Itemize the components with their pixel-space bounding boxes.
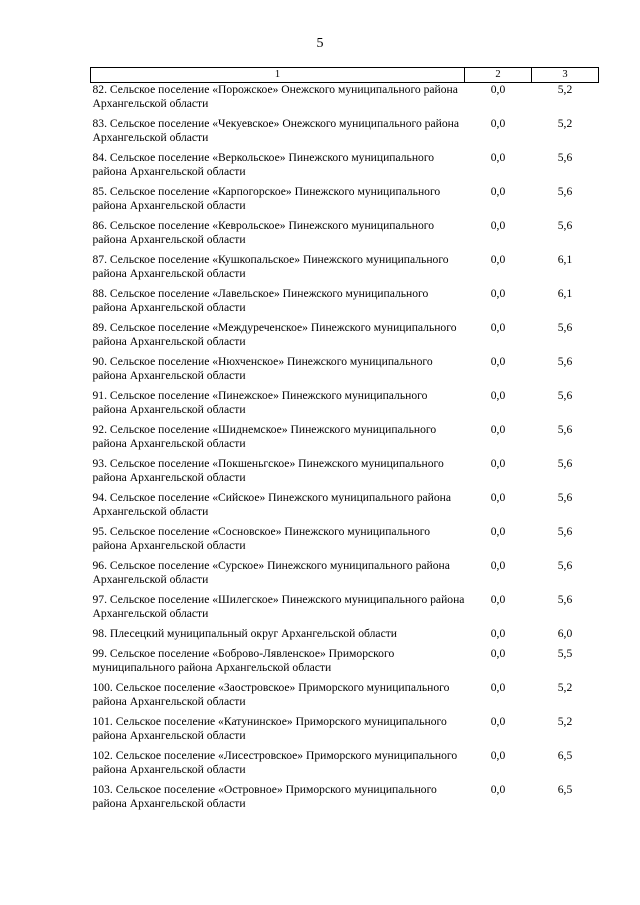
value-col2-cell: 0,0 xyxy=(490,253,506,266)
column-header-3: 3 xyxy=(532,68,599,83)
settlement-name-cell: 93. Сельское поселение «Покшеньгское» Пинежского муниципального района Архангельской области xyxy=(92,457,444,484)
value-col3-cell: 6,1 xyxy=(557,253,573,266)
settlement-name-cell: 84. Сельское поселение «Веркольское» Пинежского муниципального района Архангельской области xyxy=(92,151,435,178)
settlement-name-cell: 82. Сельское поселение «Порожское» Онежского муниципального района Архангельской области xyxy=(92,83,458,110)
column-header-1: 1 xyxy=(91,68,465,83)
settlement-name-cell: 98. Плесецкий муниципальный округ Архангельской области xyxy=(92,627,397,640)
value-col3-cell: 5,6 xyxy=(557,151,573,164)
settlement-name-cell: 91. Сельское поселение «Пинежское» Пинежского муниципального района Архангельской области xyxy=(92,389,428,416)
table-row xyxy=(91,457,599,491)
table-row xyxy=(91,627,599,647)
table-row xyxy=(91,525,599,559)
value-col2-cell: 0,0 xyxy=(490,559,506,572)
table-row xyxy=(91,389,599,423)
settlement-name-cell: 89. Сельское поселение «Междуреченское» Пинежского муниципального района Архангельской области xyxy=(92,321,457,348)
settlement-name-cell: 86. Сельское поселение «Кеврольское» Пинежского муниципального района Архангельской области xyxy=(92,219,435,246)
settlement-name-cell: 83. Сельское поселение «Чекуевское» Онежского муниципального района Архангельской области xyxy=(92,117,459,144)
value-col2-cell: 0,0 xyxy=(490,83,506,96)
value-col2-cell: 0,0 xyxy=(490,647,506,660)
settlement-name-cell: 88. Сельское поселение «Лавельское» Пинежского муниципального района Архангельской области xyxy=(92,287,429,314)
table-row xyxy=(91,423,599,457)
value-col3-cell: 5,6 xyxy=(557,219,573,232)
value-col2-cell: 0,0 xyxy=(490,715,506,728)
table-row xyxy=(91,253,599,287)
value-col2-cell: 0,0 xyxy=(490,151,506,164)
table-row xyxy=(91,559,599,593)
value-col3-cell: 5,6 xyxy=(557,185,573,198)
table-row xyxy=(91,593,599,627)
table-row xyxy=(91,117,599,151)
settlement-name-cell: 103. Сельское поселение «Островное» Приморского муниципального района Архангельской области xyxy=(92,783,437,810)
table-header-row xyxy=(91,68,599,83)
data-table xyxy=(90,67,599,817)
value-col2-cell: 0,0 xyxy=(490,219,506,232)
table-row xyxy=(91,287,599,321)
table-body xyxy=(91,83,599,818)
value-col3-cell: 6,1 xyxy=(557,287,573,300)
value-col2-cell: 0,0 xyxy=(490,783,506,796)
value-col2-cell: 0,0 xyxy=(490,117,506,130)
settlement-name-cell: 99. Сельское поселение «Боброво-Лявленское» Приморского муниципального района Архангельской области xyxy=(92,647,395,674)
table-row xyxy=(91,151,599,185)
table-row xyxy=(91,219,599,253)
value-col2-cell: 0,0 xyxy=(490,627,506,640)
value-col2-cell: 0,0 xyxy=(490,287,506,300)
table-row xyxy=(91,491,599,525)
value-col3-cell: 5,5 xyxy=(557,647,573,660)
settlement-name-cell: 96. Сельское поселение «Сурское» Пинежского муниципального района Архангельской области xyxy=(92,559,450,586)
settlement-name-cell: 101. Сельское поселение «Катунинское» Приморского муниципального района Архангельской области xyxy=(92,715,447,742)
value-col3-cell: 6,5 xyxy=(557,749,573,762)
value-col2-cell: 0,0 xyxy=(490,423,506,436)
value-col3-cell: 5,2 xyxy=(557,83,573,96)
value-col3-cell: 5,6 xyxy=(557,423,573,436)
value-col2-cell: 0,0 xyxy=(490,185,506,198)
table-row xyxy=(91,355,599,389)
table-row xyxy=(91,185,599,219)
value-col3-cell: 5,2 xyxy=(557,117,573,130)
table-row xyxy=(91,647,599,681)
value-col3-cell: 5,2 xyxy=(557,715,573,728)
value-col3-cell: 6,0 xyxy=(557,627,573,640)
value-col2-cell: 0,0 xyxy=(490,525,506,538)
table-row xyxy=(91,681,599,715)
page-number: 5 xyxy=(316,36,324,51)
value-col3-cell: 5,6 xyxy=(557,525,573,538)
value-col2-cell: 0,0 xyxy=(490,389,506,402)
settlement-name-cell: 92. Сельское поселение «Шиднемское» Пинежского муниципального района Архангельской области xyxy=(92,423,437,450)
value-col2-cell: 0,0 xyxy=(490,749,506,762)
value-col3-cell: 5,6 xyxy=(557,355,573,368)
value-col3-cell: 5,6 xyxy=(557,321,573,334)
value-col3-cell: 5,6 xyxy=(557,593,573,606)
value-col3-cell: 5,6 xyxy=(557,559,573,572)
value-col3-cell: 6,5 xyxy=(557,783,573,796)
settlement-name-cell: 94. Сельское поселение «Сийское» Пинежского муниципального района Архангельской области xyxy=(92,491,451,518)
settlement-name-cell: 87. Сельское поселение «Кушкопальское» Пинежского муниципального района Архангельской области xyxy=(92,253,449,280)
table-row xyxy=(91,715,599,749)
value-col2-cell: 0,0 xyxy=(490,457,506,470)
settlement-name-cell: 85. Сельское поселение «Карпогорское» Пинежского муниципального района Архангельской области xyxy=(92,185,441,212)
value-col2-cell: 0,0 xyxy=(490,321,506,334)
settlement-name-cell: 100. Сельское поселение «Заостровское» Приморского муниципального района Архангельской области xyxy=(92,681,450,708)
value-col3-cell: 5,2 xyxy=(557,681,573,694)
settlement-name-cell: 97. Сельское поселение «Шилегское» Пинежского муниципального района Архангельской области xyxy=(92,593,465,620)
column-header-2: 2 xyxy=(465,68,532,83)
table-row xyxy=(91,749,599,783)
table-row xyxy=(91,783,599,817)
value-col3-cell: 5,6 xyxy=(557,457,573,470)
table-row xyxy=(91,83,599,118)
value-col2-cell: 0,0 xyxy=(490,681,506,694)
table-row xyxy=(91,321,599,355)
value-col3-cell: 5,6 xyxy=(557,389,573,402)
settlement-name-cell: 90. Сельское поселение «Нюхченское» Пинежского муниципального района Архангельской области xyxy=(92,355,433,382)
settlement-name-cell: 95. Сельское поселение «Сосновское» Пинежского муниципального района Архангельской области xyxy=(92,525,431,552)
value-col2-cell: 0,0 xyxy=(490,593,506,606)
settlement-name-cell: 102. Сельское поселение «Лисестровское» Приморского муниципального района Архангельской области xyxy=(92,749,458,776)
value-col3-cell: 5,6 xyxy=(557,491,573,504)
value-col2-cell: 0,0 xyxy=(490,355,506,368)
value-col2-cell: 0,0 xyxy=(490,491,506,504)
